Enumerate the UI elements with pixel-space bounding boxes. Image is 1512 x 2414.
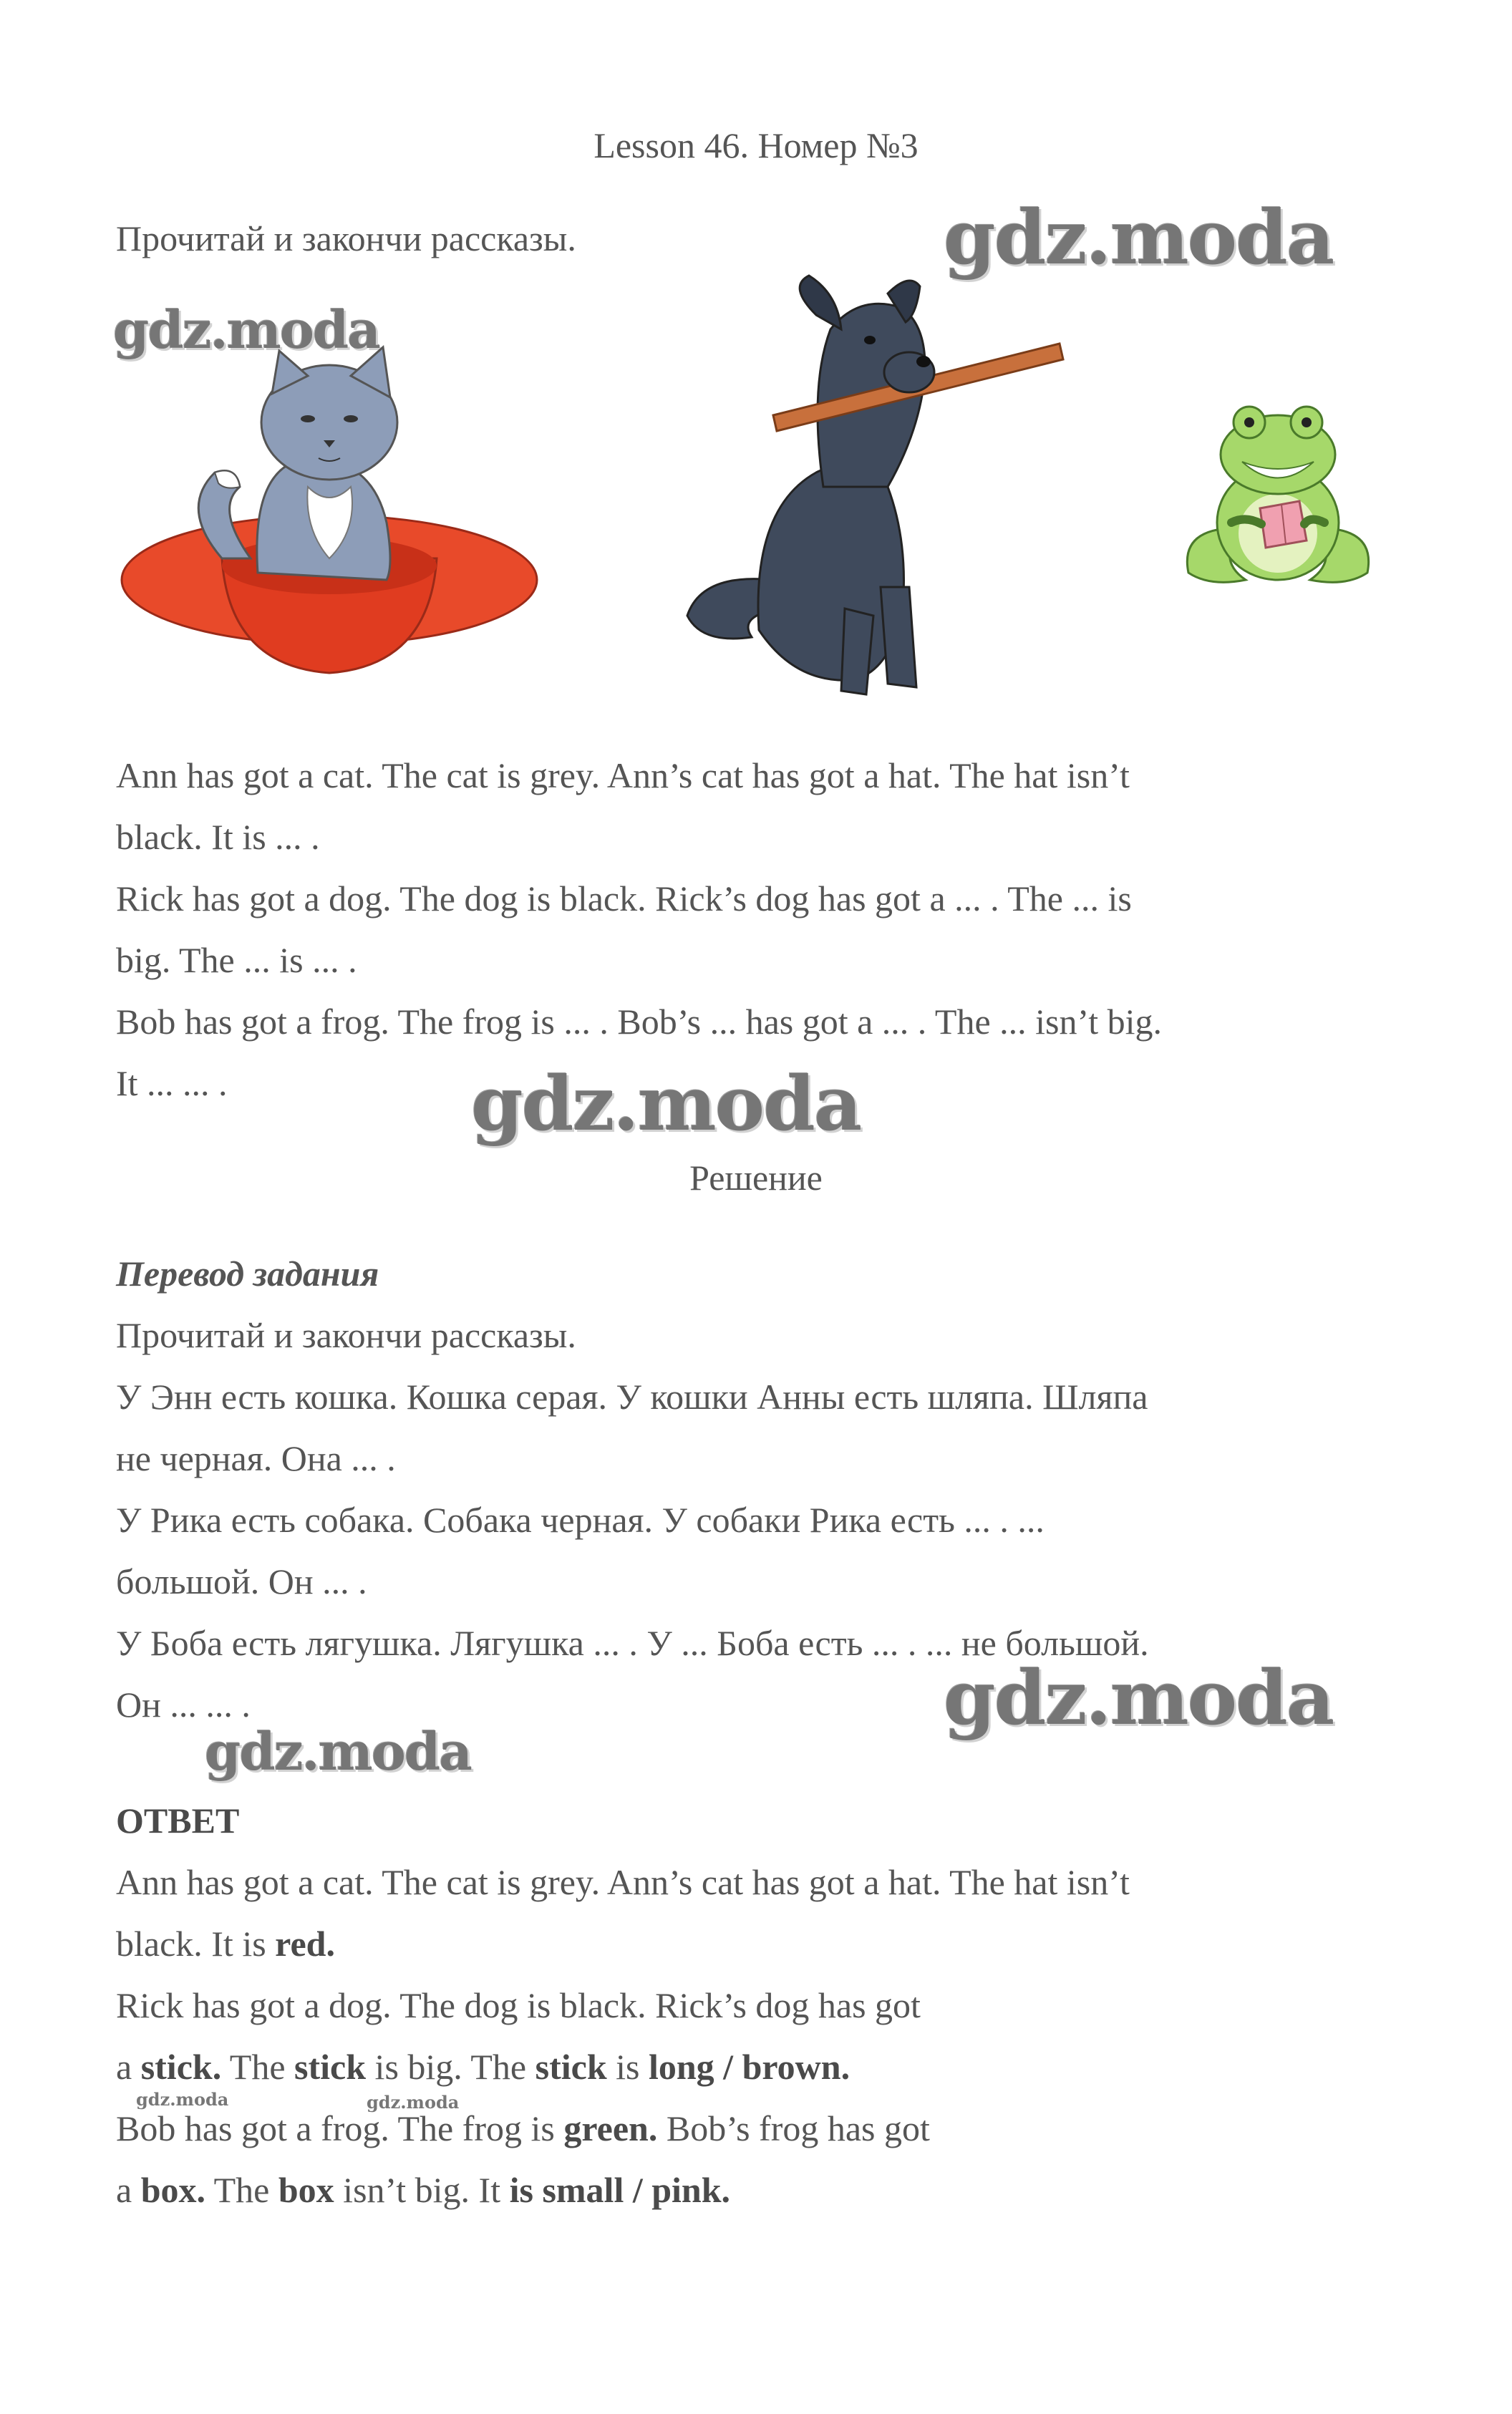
- translation-line: У Рика есть собака. Собака черная. У собаки Рика есть ... . ...: [116, 1500, 1045, 1540]
- answer-word: is small / pink.: [509, 2170, 731, 2210]
- watermark: gdz.moda: [136, 2089, 229, 2110]
- task-line: Rick has got a dog. The dog is black. Rick’s dog has got a ... . The ... is: [116, 878, 1132, 918]
- watermark: gdz.moda: [113, 299, 379, 360]
- answer-line: [116, 2098, 930, 2159]
- answer-text: is big. The: [366, 2047, 536, 2087]
- answer-word: green.: [563, 2108, 658, 2148]
- task-line: big. The ... is ... .: [116, 940, 357, 980]
- answer-text: isn’t big. It: [334, 2170, 510, 2210]
- answer-heading: ОТВЕТ: [116, 1800, 240, 1841]
- answer-text: Bob has got a frog. The frog is: [116, 2108, 564, 2148]
- answer-text: is: [606, 2047, 649, 2087]
- translation-line: У Боба есть лягушка. Лягушка ... . У ... Боба есть ... . ... не большой.: [116, 1623, 1149, 1663]
- answer-word: stick: [535, 2047, 607, 2087]
- answer-line: [116, 2159, 730, 2221]
- translation-heading: Перевод задания: [116, 1254, 379, 1294]
- translation-line: не черная. Она ... .: [116, 1438, 396, 1478]
- translation-line: большой. Он ... .: [116, 1561, 367, 1601]
- answer-text: a: [116, 2170, 141, 2210]
- watermark: gdz.moda: [944, 193, 1334, 281]
- solution-label: Решение: [689, 1158, 823, 1198]
- answer-line: Rick has got a dog. The dog is black. Rick’s dog has got: [116, 1985, 921, 2025]
- cat-in-hat-illustration: [115, 344, 544, 687]
- answer-line: [116, 1913, 335, 1974]
- watermark: gdz.moda: [944, 1654, 1334, 1742]
- task-instruction: Прочитай и закончи рассказы.: [116, 218, 576, 258]
- answer-text: Bob’s frog has got: [657, 2108, 930, 2148]
- translation-line: У Энн есть кошка. Кошка серая. У кошки Анны есть шляпа. Шляпа: [116, 1377, 1148, 1417]
- watermark: gdz.moda: [471, 1060, 861, 1148]
- task-line: Bob has got a frog. The frog is ... . Bob’s ... has got a ... . The ... isn’t big.: [116, 1002, 1163, 1042]
- answer-word: long / brown.: [648, 2047, 850, 2087]
- watermark: gdz.moda: [367, 2092, 460, 2113]
- translation-line: Он ... ... .: [116, 1685, 251, 1725]
- answer-line: [116, 2036, 850, 2098]
- answer-text: The: [205, 2170, 278, 2210]
- task-line: Ann has got a cat. The cat is grey. Ann’s cat has got a hat. The hat isn’t: [116, 755, 1130, 795]
- answer-line: Ann has got a cat. The cat is grey. Ann’s cat has got a hat. The hat isn’t: [116, 1862, 1130, 1902]
- answer-text: a: [116, 2047, 141, 2087]
- answer-word: box.: [140, 2170, 206, 2210]
- frog-with-box-illustration: [1181, 394, 1375, 601]
- page-header: Lesson 46. Номер №3: [593, 125, 919, 165]
- translation-line: Прочитай и закончи рассказы.: [116, 1315, 576, 1355]
- answer-word: stick.: [140, 2047, 222, 2087]
- answer-text: black. It is: [116, 1924, 276, 1964]
- answer-word: stick: [294, 2047, 367, 2087]
- answer-word: box: [278, 2170, 334, 2210]
- watermark: gdz.moda: [205, 1721, 471, 1782]
- task-line: black. It is ... .: [116, 817, 320, 857]
- task-line: It ... ... .: [116, 1063, 228, 1103]
- answer-word: red.: [275, 1924, 335, 1964]
- answer-text: The: [221, 2047, 295, 2087]
- dog-with-stick-illustration: [673, 272, 1074, 702]
